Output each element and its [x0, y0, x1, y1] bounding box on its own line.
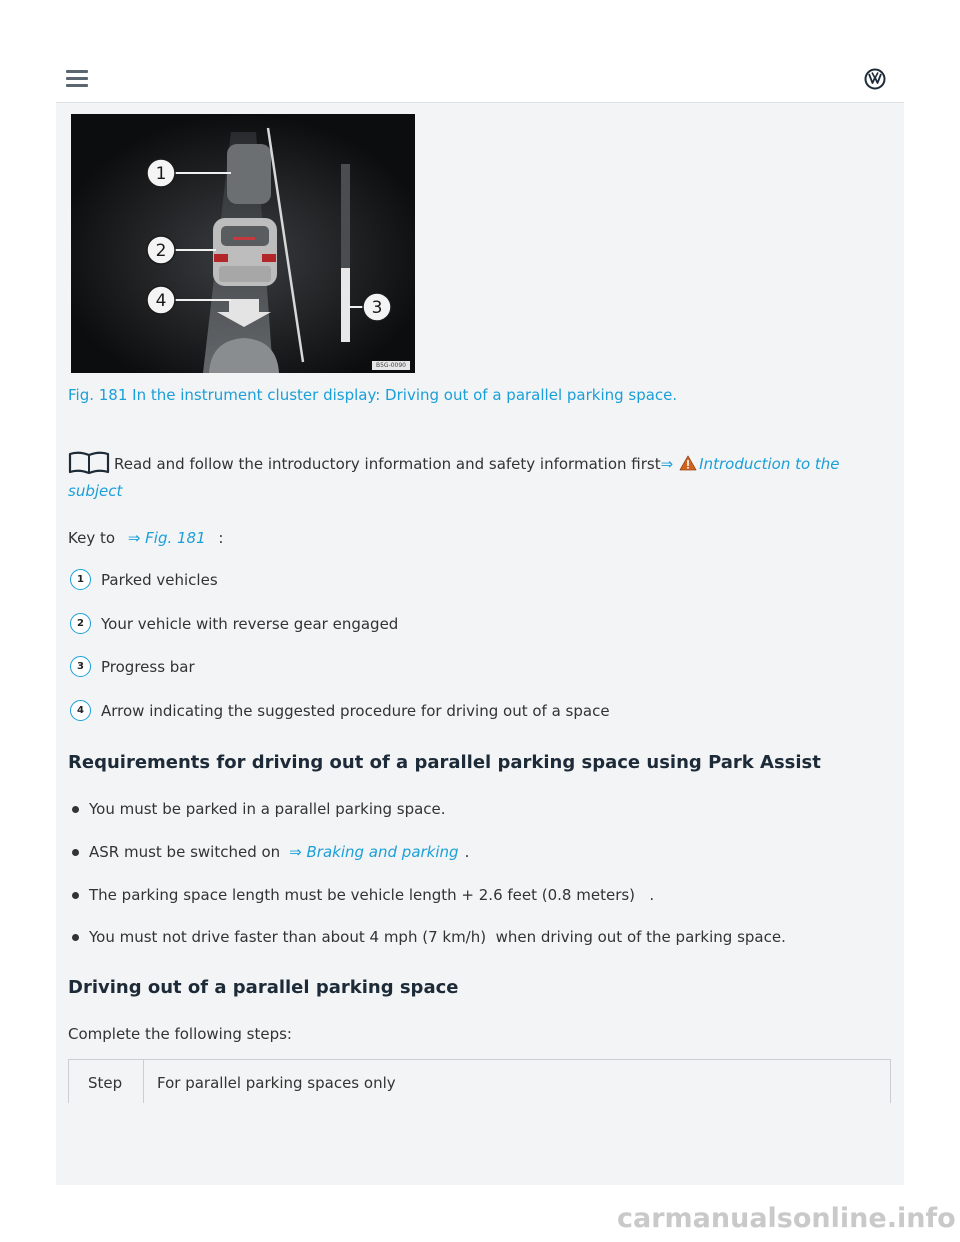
key-item-label: Parked vehicles	[101, 570, 218, 589]
callout-1	[147, 159, 175, 187]
requirements-heading: Requirements for driving out of a parallel parking space using Park Assist	[68, 752, 821, 773]
figure-code-label: B5G-0090	[372, 361, 410, 370]
requirement-bullet-1	[72, 800, 446, 818]
key-line	[68, 529, 223, 547]
description-column-header: For parallel parking spaces only	[157, 1074, 396, 1092]
hamburger-menu-icon[interactable]	[66, 70, 88, 88]
steps-intro-text: Complete the following steps:	[68, 1025, 292, 1043]
key-badge-3: 3	[70, 656, 91, 677]
intro-text: Read and follow the introductory information and safety information first	[114, 455, 661, 473]
key-badge-1: 1	[70, 569, 91, 590]
instrument-cluster-figure	[71, 114, 415, 373]
parked-vehicle-shape	[227, 144, 271, 204]
top-navigation-bar	[56, 56, 904, 103]
driving-out-heading: Driving out of a parallel parking space	[68, 977, 459, 998]
svg-text:4: 4	[155, 291, 167, 311]
open-book-icon	[68, 450, 110, 474]
key-suffix: :	[218, 529, 224, 547]
figure-caption: Fig. 181 In the instrument cluster display: Driving out of a parallel parking space.	[68, 386, 678, 404]
intro-paragraph	[68, 450, 888, 505]
key-item-label: Progress bar	[101, 657, 195, 676]
key-item-label: Arrow indicating the suggested procedure for driving out of a space	[101, 701, 610, 720]
bullet-dot	[72, 892, 79, 899]
bullet-dot	[72, 849, 79, 856]
bullet-text-suffix: .	[464, 843, 470, 861]
key-item-label: Your vehicle with reverse gear engaged	[101, 614, 399, 633]
vw-logo-icon[interactable]	[864, 68, 886, 90]
step-column-header: Step	[69, 1060, 144, 1103]
key-badge-4: 4	[70, 700, 91, 721]
bullet-text: ASR must be switched on	[89, 843, 281, 861]
callout-2	[147, 236, 175, 264]
manual-content	[56, 103, 904, 1185]
bullet-text: You must be parked in a parallel parking space.	[89, 800, 446, 818]
warning-triangle-icon	[679, 455, 697, 471]
bullet-text: The parking space length must be vehicle length + 2.6 feet (0.8 meters) .	[89, 886, 655, 904]
watermark-text: carmanualsonline.info	[617, 1203, 956, 1234]
bullet-text: You must not drive faster than about 4 mph (7 km/h) when driving out of the parking space.	[89, 928, 786, 946]
own-vehicle-shape	[213, 218, 277, 286]
requirement-bullet-3	[72, 886, 654, 904]
parking-diagram	[71, 114, 415, 373]
callout-3	[363, 293, 391, 321]
braking-and-parking-link[interactable]: ⇒ Braking and parking	[289, 843, 459, 861]
svg-text:3: 3	[371, 298, 383, 318]
key-item-3	[70, 656, 195, 677]
svg-text:1: 1	[155, 164, 167, 184]
requirement-bullet-4	[72, 928, 786, 946]
steps-table-header	[68, 1059, 891, 1103]
fig-181-link[interactable]: ⇒ Fig. 181	[127, 529, 206, 547]
key-badge-2: 2	[70, 613, 91, 634]
bullet-dot	[72, 934, 79, 941]
bullet-dot	[72, 806, 79, 813]
key-item-1	[70, 569, 218, 590]
key-item-2	[70, 613, 398, 634]
intro-arrow[interactable]: ⇒	[660, 455, 674, 473]
introduction-link[interactable]: Introduction to the subject	[68, 455, 840, 500]
callout-4	[147, 286, 175, 314]
key-prefix: Key to	[68, 529, 116, 547]
svg-text:2: 2	[155, 241, 167, 261]
progress-bar-fill	[341, 268, 350, 342]
requirement-bullet-2	[72, 843, 469, 861]
key-item-4	[70, 700, 610, 721]
